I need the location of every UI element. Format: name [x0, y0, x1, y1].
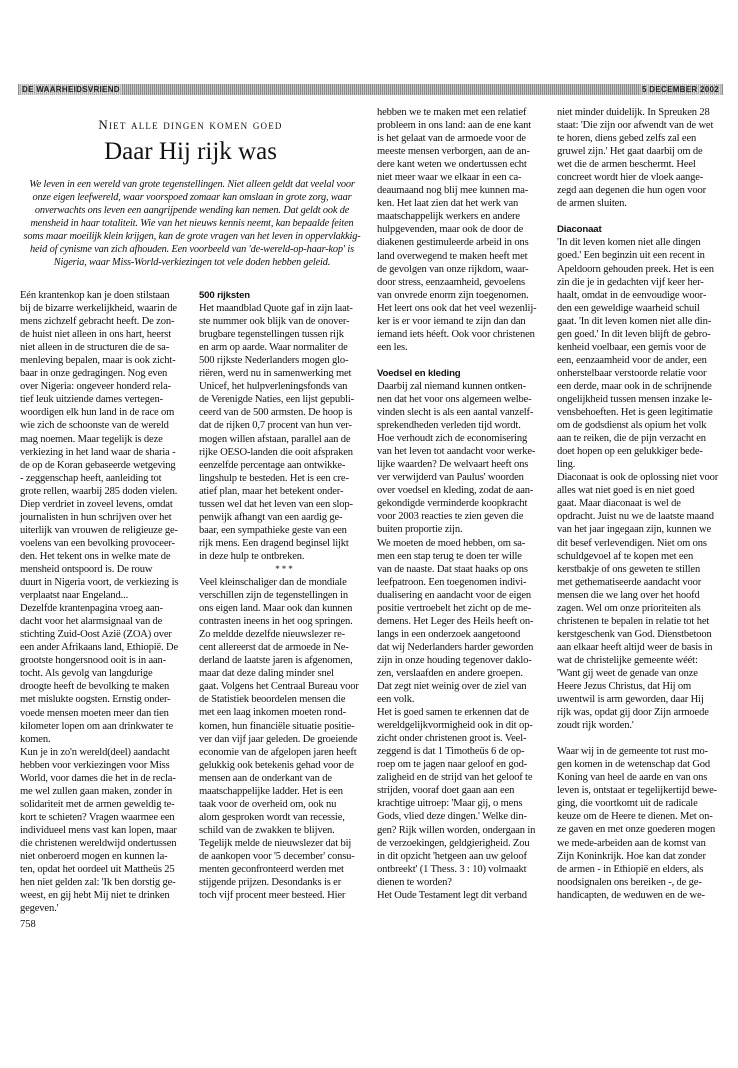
text-line: doet hopen op een gelukkiger bede-: [557, 446, 703, 458]
text-line: wie zich de schoonste van de wereld: [20, 420, 169, 432]
text-line: Dezelfde krantenpagina vroeg aan-: [20, 603, 163, 615]
text-line: kenheid voelbaar, een gemis voor de: [557, 341, 706, 353]
text-line: Koning van heel de aarde en van ons: [557, 772, 708, 784]
text-line: mensen die we lang over het hoofd: [557, 589, 700, 601]
text-line: de aankopen voor '5 december' consu-: [199, 850, 355, 862]
text-line: 500 rijkste Nederlanders mogen glo-: [199, 355, 349, 367]
text-line: ontbreekt' (1 Thess. 3 : 10) volmaakt: [377, 863, 527, 875]
text-line: Het maandblad Quote gaf in zijn laat-: [199, 303, 353, 315]
text-line: in dit opzicht 'hetgeen aan uw geloof: [377, 850, 527, 862]
text-line: menten geconfronteerd werden met: [199, 864, 344, 876]
body-paragraph: [557, 236, 729, 732]
text-line: Waar wij in de gemeente tot rust mo-: [557, 746, 709, 758]
text-line: niet onberoerd mogen en kunnen la-: [20, 851, 168, 863]
text-line: Diaconaat is ook de oplossing niet voor: [557, 472, 719, 484]
text-line: ling.: [557, 459, 576, 471]
article-title: Daar Hij rijk was: [104, 138, 277, 165]
text-line: mag noemen. Maar tegelijk is deze: [20, 433, 163, 445]
text-line: positie vertroebelt het zicht op de me-: [377, 602, 532, 614]
text-line: strijden, vooraf doet gaan aan een: [377, 785, 515, 797]
issue-date: 5 DECEMBER 2002: [642, 85, 719, 94]
text-line: noodsignalen ons bereiken -, de ge-: [557, 876, 702, 888]
text-line: rijk was, opdat gij door Zijn armoede: [557, 707, 709, 719]
intro-line: onverwachts ons leven een aangrijpende wending kan nemen. Dat geldt ook de: [34, 205, 350, 217]
text-line: gen komen in de wetenschap dat God: [557, 759, 711, 771]
text-line: is het gelaat van de armoede voor de: [377, 133, 526, 145]
text-line: tussen wel dat het leven van een slop-: [199, 498, 353, 510]
text-line: langs in een onderzoek aangetoond: [377, 628, 521, 640]
text-line: onherstelbaar verstoorde relatie voor: [557, 367, 707, 379]
text-line: bij de bizarre werkelijkheid, waarin de: [20, 303, 177, 315]
text-line: 'In dit leven komen niet alle dingen: [557, 237, 701, 249]
page-number: 758: [20, 919, 36, 930]
text-line: de armen sluiten.: [557, 198, 627, 210]
text-line: zoudt rijk worden.': [557, 720, 634, 732]
text-line: den een geweldige waarheid schuil: [557, 302, 700, 314]
text-line: ker is er voor iemand te zijn dan dan: [377, 315, 526, 327]
text-line: mensen aan de onderkant van de: [199, 772, 332, 784]
text-line: riëren, werd nu in samenwerking met: [199, 368, 352, 380]
text-line: vinden slecht is als een aantal vanzelf-: [377, 407, 534, 419]
text-line: - zeggenschap heeft, aanleiding tot: [20, 472, 162, 484]
text-line: atief plan, maar het betekent onder-: [199, 485, 344, 497]
text-line: Hoe verhoudt zich de economisering: [377, 433, 528, 445]
text-line: dualisering en aandacht voor de eigen: [377, 589, 532, 601]
text-line: aan te reiken, die de pijn verzacht en: [557, 433, 706, 445]
text-line: concreet wordt hier de vloek aange-: [557, 172, 704, 184]
text-line: van het jaar ingegaan zijn, kunnen we: [557, 524, 712, 536]
text-line: met mislukte oogsten. Ernstig onder-: [20, 694, 171, 706]
text-line: Eén krantenkop kan je doen stilstaan: [20, 290, 170, 301]
text-line: van onvrede enorm zijn toegenomen.: [377, 289, 529, 301]
text-line: rijk mens. Een dragend beginsel lijkt: [199, 537, 349, 549]
text-line: duurt in Nigeria voort, de verkiezing is: [20, 577, 179, 589]
text-line: zegd aan degenen die hun ogen voor: [557, 185, 706, 197]
text-line: zagen. Wel om onze prioriteiten als: [557, 602, 701, 614]
text-line: een volk.: [377, 694, 415, 706]
text-line: roep om te jagen naar geloof en god-: [377, 759, 528, 771]
intro-line: We leven in een wereld van grote tegenstellingen. Niet alleen geldt dat veelal voor: [29, 179, 355, 190]
text-line: de verzoekingen, geldgierigheid. Zou: [377, 837, 530, 849]
intro-line: Nigeria, waar Miss-World-verkiezingen tot vele doden hebben geleid.: [53, 257, 331, 269]
intro-line: mensheid in haar totaliteit. Wie van het nieuws kennis neemt, kan bepaalde feiten: [30, 218, 354, 230]
text-line: voede mensen moeten meer dan tien: [20, 707, 169, 719]
article-intro: [20, 178, 364, 269]
text-line: deaumaand nog blij mee kunnen ma-: [377, 185, 529, 197]
text-line: te horen, diens gebed zelfs zal een: [557, 133, 697, 145]
text-line: toch vijf procent meer besteed. Hier: [199, 890, 346, 902]
text-line: Diep verdriet in zoveel levens, omdat: [20, 498, 173, 510]
text-line: voelens van een bevolking provoceer-: [20, 537, 175, 549]
text-line: kilometer lopen om aan drinkwater te: [20, 720, 174, 732]
text-line: haalt, omdat in de eenvoudige woor-: [557, 289, 707, 301]
text-line: krachtige uitroep: 'Maar gij, o mens: [377, 798, 523, 810]
text-line: gen? Rijk willen worden, ondergaan in: [377, 824, 536, 836]
body-paragraph: [377, 380, 549, 902]
text-line: gen goed.' In dit leven blijft de gebro-: [557, 328, 711, 340]
text-line: schuldgevoel af te kopen met een: [557, 550, 694, 562]
text-line: van het leven tot aandacht voor werke-: [377, 446, 536, 458]
text-line: ver dan vijf jaar geleden. De groeiende: [199, 733, 358, 745]
section-divider: ***: [275, 563, 295, 574]
text-line: rijke OESO-landen die ooit afspraken: [199, 446, 353, 458]
text-line: ons eigen land. Maar ook dan kunnen: [199, 603, 353, 615]
masthead-bar: [18, 84, 723, 95]
text-line: schild van de zwakken te blijven.: [199, 824, 335, 836]
text-line: gaat. Maar diaconaat is wel de: [557, 498, 681, 510]
text-line: ste nummer ook blijk van de onover-: [199, 316, 350, 328]
text-line: een, eenzaamheid voor de ander, een: [557, 354, 707, 366]
text-line: gaat. 'In dit leven komen niet alle din-: [557, 315, 712, 327]
text-line: lijke waarden? De welvaart heeft ons: [377, 459, 529, 471]
text-line: tief leuk uitziende dames vertegen-: [20, 394, 163, 406]
text-line: ze gaven en met onze goederen mogen: [557, 824, 716, 836]
body-paragraph: [557, 106, 729, 210]
text-line: baar in onze gedragingen. Nog even: [20, 368, 168, 380]
text-line: ongelijkheid tussen mensen inzake le-: [557, 393, 712, 405]
text-line: men een stap terug te doen ter wille: [377, 550, 522, 562]
text-line: de op de Koran gebaseerde wetgeving: [20, 459, 176, 471]
text-line: zin die je in gedachten vijf keer her-: [557, 276, 704, 288]
text-line: kort te schieten? Vragen waarmee een: [20, 811, 175, 823]
text-line: die christenen wereldwijd ondertussen: [20, 837, 177, 849]
text-line: droogte heeft de bevolking te maken: [20, 681, 170, 693]
text-line: maatschappelijke ladder. Het is een: [199, 785, 343, 797]
text-line: Het is goed samen te erkennen dat de: [377, 707, 529, 719]
text-line: meeste mensen verborgen, aan de an-: [377, 146, 530, 158]
publication-name: DE WAARHEIDSVRIEND: [22, 85, 120, 94]
text-line: mogen willen afstaan, parallel aan de: [199, 433, 351, 445]
text-line: weest, en gij hebt Mij niet te drinken: [20, 890, 170, 902]
text-line: leven is, ontstaat er tegelijkertijd bewe-: [557, 785, 718, 797]
text-column-1: [20, 289, 192, 915]
body-paragraph: [377, 106, 549, 354]
text-line: hebben voor verkiezingen voor Miss: [20, 759, 170, 771]
text-line: buiten proportie zijn.: [377, 524, 463, 536]
text-line: dienen te worden?: [377, 876, 452, 888]
text-line: over Nigeria: ongeveer honderd rela-: [20, 381, 171, 393]
text-line: van de naaste. Dat staat haaks op ons: [377, 563, 528, 575]
text-line: ten, opdat het oordeel uit Mattheüs 25: [20, 864, 175, 876]
text-line: cent allereerst dat de armoede in Ne-: [199, 642, 349, 654]
text-line: we mede-arbeiden aan de komst van: [557, 837, 706, 849]
text-line: iemand iets héeft. Ook voor christenen: [377, 328, 535, 340]
body-paragraph: [199, 576, 371, 902]
text-column-3: [377, 106, 549, 902]
text-line: kerstgeschenk van God. Dienstbetoon: [557, 628, 712, 640]
text-line: de armen - in Ethiopië en elders, als: [557, 863, 704, 875]
text-line: 'Want gij weet de genade van onze: [557, 667, 698, 679]
text-line: wat de christelijke gemeente wéét:: [557, 654, 698, 666]
body-paragraph: [199, 302, 371, 563]
text-line: dat de rijken 0,7 procent van hun ver-: [199, 420, 352, 432]
text-line: ver verwijderd van Paulus' woorden: [377, 472, 524, 484]
text-line: derland de laatste jaren is afgenomen,: [199, 655, 353, 667]
paragraph-spacer: [557, 732, 729, 745]
intro-line: onze eigen leefwereld, waar voorspoed zomaar kan omslaan in grote zorg, waar: [32, 192, 352, 204]
text-line: baar, een sympathieke geste van een: [199, 524, 347, 536]
text-line: verkiezing in het land waar de sharia -: [20, 446, 176, 458]
text-line: in deze hulp te ontbreken.: [199, 550, 305, 562]
text-line: staat: 'Die zijn oor afwendt van de wet: [557, 120, 714, 132]
intro-line: soms maar moeilijk klein krijgen, kan de grote vragen van het leven in oppervlakkig-: [23, 231, 361, 243]
paragraph-spacer: [377, 354, 549, 367]
text-line: de Statistiek beoordelen mensen die: [199, 694, 346, 706]
text-line: een ander Afrikaans land, Ethiopië. De: [20, 642, 179, 654]
text-line: gegeven.': [20, 903, 59, 915]
text-line: mens zichzelf gebracht heeft. De zon-: [20, 316, 175, 328]
text-line: ceerd van de 500 armsten. De hoop is: [199, 407, 353, 419]
text-line: nen dat het voor ons algemeen welbe-: [377, 393, 532, 405]
text-line: de huist niet alleen in ons hart, heerst: [20, 329, 171, 341]
text-line: tocht. Als gevolg van langdurige: [20, 668, 153, 680]
text-line: woordigen elk hun land in de race om: [20, 407, 175, 419]
text-line: met een laag inkomen moeten rond-: [199, 707, 347, 719]
text-line: Tegelijk melde de nieuwslezer dat bij: [199, 837, 352, 849]
text-line: Dat zegt niet weinig over de ziel van: [377, 681, 527, 693]
text-line: solidariteit met de armen geweldig te-: [20, 798, 175, 810]
text-line: Apeldoorn gehouden preek. Het is een: [557, 263, 714, 275]
text-line: grote rellen, waarbij 285 doden vielen.: [20, 485, 178, 497]
text-line: alles wat niet goed is en niet goed: [557, 485, 695, 497]
text-line: de Verenigde Naties, een lijst gepubli-: [199, 394, 355, 406]
text-line: diakenen gestimuleerde arbeid in ons: [377, 237, 529, 249]
text-line: gaat. Volgens het Centraal Bureau voor: [199, 681, 359, 693]
text-line: economie van de afgelopen jaren heeft: [199, 746, 357, 758]
text-line: sprekendheden verleden tijd wordt.: [377, 420, 521, 432]
text-line: hen niet gelden zal: 'Ik ben dorstig ge-: [20, 877, 176, 889]
text-line: wereldgelijkvormigheid ook in dit op-: [377, 720, 533, 732]
text-line: taak voor de overheid om, ook nu: [199, 798, 337, 810]
intro-line: heid of cynisme van zich afhouden. Een voorbeeld van 'de-wereld-op-haar-kop' is: [30, 244, 354, 256]
text-line: alom gesproken wordt van recessie,: [199, 811, 345, 823]
text-line: niet minder duidelijk. In Spreuken 28: [557, 107, 710, 118]
section-heading: 500 rijksten: [199, 290, 250, 301]
text-line: door stress, eenzaamheid, gevoelens: [377, 276, 525, 288]
text-line: niet alleen in de structuren die de sa-: [20, 342, 170, 354]
text-line: gelukkig ook betekenis gehad voor de: [199, 759, 354, 771]
text-line: leefpatroon. Een toegenomen indivi-: [377, 576, 527, 588]
text-line: verplaatst naar Engeland...: [20, 590, 129, 602]
section-heading: Voedsel en kleding: [377, 367, 461, 379]
text-line: opdracht. Juist nu we de laatste maand: [557, 511, 714, 523]
text-line: goed.' Een beginzin uit een recent in: [557, 250, 705, 262]
text-line: zijn in onze houding tegenover daklo-: [377, 654, 532, 666]
text-line: Unicef, het hulpverleningsfonds van: [199, 381, 348, 393]
text-line: contrasten ineens in het oog springen.: [199, 616, 353, 628]
text-line: individueel mens vast kan lopen, maar: [20, 824, 177, 836]
text-line: zicht onder christenen groot is. Veel-: [377, 733, 527, 745]
text-line: uwentwil is arm geworden, daar Hij: [557, 694, 704, 706]
text-line: komen, hun financiële situatie positie-: [199, 720, 355, 732]
text-line: gekondigde verminderde koopkracht: [377, 498, 528, 510]
text-line: over voedsel en kleding, zodat de aan-: [377, 485, 534, 497]
text-line: uiterlijk van vrouwen de religieuze ge-: [20, 524, 178, 536]
text-line: demens. Het Leger des Heils heeft on-: [377, 615, 534, 627]
text-line: dacht voor het alarmsignaal van de: [20, 616, 163, 628]
text-line: We moeten de moed hebben, om sa-: [377, 537, 526, 549]
text-line: niet meer waar we elkaar in een ca-: [377, 172, 522, 184]
body-paragraph: [557, 745, 729, 902]
text-line: Veel kleinschaliger dan de mondiale: [199, 576, 347, 588]
text-line: met gethematiseerde aandacht voor: [557, 576, 702, 588]
text-line: dit besef verlevendigen. Niet om ons: [557, 537, 707, 549]
text-line: zeggend is dat 1 Timotheüs 6 de op-: [377, 746, 525, 758]
text-line: christenen te bepalen in relatie tot het: [557, 615, 710, 627]
text-line: land overwegend te maken heeft met: [377, 250, 528, 262]
text-line: brugbare tegenstellingen tussen rijk: [199, 329, 344, 341]
section-heading: Diaconaat: [557, 224, 602, 236]
text-line: stijgende prijzen. Desondanks is er: [199, 877, 342, 889]
text-line: me wel zullen gaan maken, zonder in: [20, 785, 173, 797]
text-line: komen.: [20, 733, 51, 745]
text-line: eenzelfde percentage aan ontwikke-: [199, 459, 346, 471]
text-line: ken. Het laat zien dat het werk van: [377, 198, 519, 210]
text-line: hebben we te maken met een relatief: [377, 107, 527, 118]
text-line: Zo meldde dezelfde nieuwslezer re-: [199, 629, 345, 641]
text-line: wet die de armen beschermt. Heel: [557, 159, 696, 171]
text-line: en arm op aarde. Waar normaliter de: [199, 342, 348, 354]
text-line: maatschappelijk werkers en andere: [377, 211, 520, 223]
text-line: dere kant weten we ondertussen echt: [377, 159, 527, 171]
text-line: een derde, maar ook in de schrijnende: [557, 380, 712, 392]
text-line: Zijn Koninkrijk. Hoe kan dat zonder: [557, 850, 706, 862]
paragraph-spacer: [557, 210, 729, 223]
text-line: Heere Jezus Christus, dat Hij om: [557, 681, 692, 693]
text-line: aan elkaar heeft altijd weer de basis in: [557, 641, 713, 653]
text-line: journalisten in hun schrijven over het: [20, 511, 172, 523]
text-line: handicapten, de weduwen en de we-: [557, 889, 705, 901]
text-line: om de godsdienst als opium het volk: [557, 420, 707, 432]
text-line: gruwel zijn.' Het gaat daarbij om de: [557, 146, 703, 158]
text-line: Gods, vlied deze dingen.' Welke din-: [377, 811, 527, 823]
text-line: Het Oude Testament legt dit verband: [377, 889, 527, 901]
text-line: verschillen zijn de tegenstellingen in: [199, 590, 348, 602]
text-line: maar dat deze daling minder snel: [199, 668, 334, 680]
article-kicker: Niet alle dingen komen goed: [98, 117, 283, 132]
text-line: zen, verslaafden en andere groepen.: [377, 667, 523, 679]
text-line: probleem in ons land: aan de ene kant: [377, 120, 532, 132]
text-line: Het leert ons ook dat het veel wezenlij-: [377, 302, 537, 314]
text-line: den. Het tekent ons in welke mate de: [20, 550, 171, 562]
text-line: ging, die voortkomt uit de radicale: [557, 798, 698, 810]
text-line: een les.: [377, 341, 408, 353]
text-line: penwijk afhangt van een aardig ge-: [199, 511, 343, 523]
text-line: zaligheid en de strijd van het geloof te: [377, 772, 533, 784]
text-line: grootste hongersnood ooit is in aan-: [20, 655, 167, 667]
text-line: voor 2003 reacties te zien geven die: [377, 511, 524, 523]
text-line: menleving bepalen, maar is ook zicht-: [20, 355, 176, 367]
text-line: hulpgevenden, maar ook de door de: [377, 224, 524, 236]
text-column-2: [199, 289, 371, 902]
text-line: World, voor dames die het in de recla-: [20, 772, 176, 784]
text-column-4: [557, 106, 729, 902]
text-line: kerstbakje of ons geweten te stillen: [557, 563, 701, 575]
text-line: keuze om de Heere te dienen. Met on-: [557, 811, 713, 823]
text-line: lingshulp te besteden. Het is een cre-: [199, 472, 349, 484]
body-paragraph: [20, 289, 192, 915]
text-line: de gevolgen van onze rijkdom, waar-: [377, 263, 529, 275]
text-line: vensbehoeften. Het is geen legitimatie: [557, 407, 713, 419]
text-line: dat wij Nederlanders harder geworden: [377, 641, 534, 653]
text-line: mensheid ontspoord is. De rouw: [20, 563, 153, 575]
text-line: stichting Zuid-Oost Azië (ZOA) over: [20, 629, 172, 641]
text-line: Kun je in zo'n wereld(deel) aandacht: [20, 746, 170, 758]
text-line: Daarbij zal niemand kunnen ontken-: [377, 380, 526, 392]
